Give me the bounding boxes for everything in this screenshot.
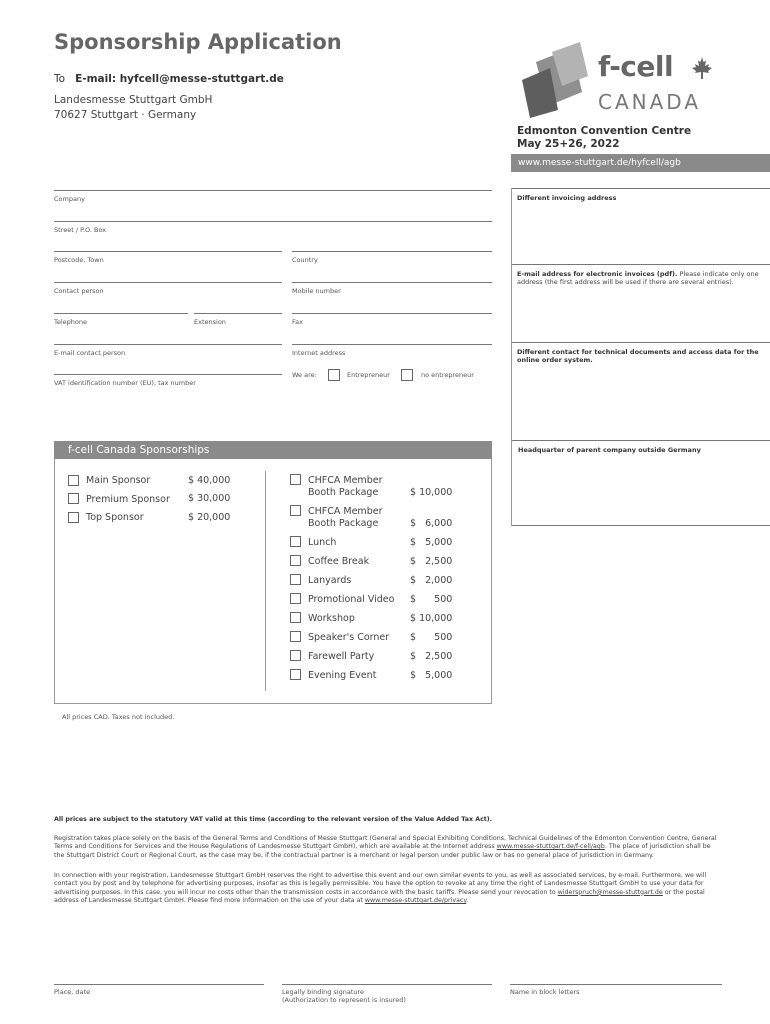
entrepreneur-label: Entrepreneur (347, 371, 390, 379)
signature-label: Legally binding signature (282, 988, 365, 996)
chfca-booth-10000-price: $ 10,000 (410, 487, 453, 498)
terms-paragraph: Registration takes place solely on the basis of the General Terms and Conditions of Messe Stuttgart (General and Special Exhibiting Conditions, Technical Guidelines of the Edmonton Convention Centre, General Terms and Conditions for Services and the House Regulations of Landesmesse Stuttgart GmbH), which are available at the Internet address www.messe-stuttgart.de/f-cell/agb. The place of jurisdiction shall be the Stuttgart District Court or Regional Court, as the case may be, if the contractual partner is a merchant or legal person under public law or has no general place of jurisdiction in Germany. (54, 835, 717, 859)
event-url[interactable]: www.messe-stuttgart.de/hyfcell/agb (511, 154, 770, 172)
lunch-price: $ 5,000 (410, 537, 453, 548)
privacy-paragraph: In connection with your registration, Landesmesse Stuttgart GmbH reserves the right to advertise this event and our own similar events to you, as well as associated services, by e-mail. Furthermore, we will contact you by post and by telephone for advertising purposes, insofar as this is legally permissible. You have the option to revoke at any time the right of Landesmesse Stuttgart GmbH to use your data for advertising purposes. In this case, you will incur no costs other than the transmission costs in accordance with the basic tariffs. Please send your revocation to widerspruch@messe-stuttgart.de or the postal address of Landesmesse Stuttgart GmbH. Please find more information on the use of your data at www.messe-stuttgart.de/privacy. (54, 872, 707, 904)
to-label: To (54, 73, 66, 85)
no-entrepreneur-label: no entrepreneur (421, 371, 474, 379)
sponsorships-heading: f-cell Canada Sponsorships (54, 441, 492, 459)
recipient-email[interactable]: E-mail: hyfcell@messe-stuttgart.de (75, 73, 284, 85)
einvoice-label-bold: E-mail address for electronic invoices (pdf). (517, 270, 678, 278)
workshop-checkbox[interactable] (290, 612, 301, 623)
event-info (517, 125, 691, 151)
speakers-corner-checkbox[interactable] (290, 631, 301, 642)
vat-note: All prices are subject to the statutory VAT valid at this time (according to the relevant version of the Value Added Tax Act). (54, 816, 493, 823)
coffee-break-price: $ 2,500 (410, 556, 453, 567)
f-cell-logo (518, 40, 718, 120)
top-sponsor-price: $ 20,000 (188, 512, 231, 523)
lunch-label: Lunch (308, 537, 337, 548)
farewell-party-checkbox[interactable] (290, 650, 301, 661)
einvoice-email-box[interactable] (511, 264, 770, 342)
maple-leaf-icon (690, 56, 714, 80)
we-are-label: We are: (292, 371, 317, 379)
postcode-field[interactable] (54, 251, 282, 264)
premium-sponsor-label: Premium Sponsor (86, 494, 170, 505)
farewell-party-price: $ 2,500 (410, 651, 453, 662)
address-line-1: Landesmesse Stuttgart GmbH (54, 94, 213, 106)
main-sponsor-label: Main Sponsor (86, 475, 151, 486)
country-label: Country (292, 256, 318, 264)
farewell-party-label: Farewell Party (308, 651, 375, 662)
top-sponsor-checkbox[interactable] (68, 512, 79, 523)
lanyards-label: Lanyards (308, 575, 352, 586)
top-sponsor-label: Top Sponsor (86, 512, 144, 523)
street-label: Street / P.O. Box (54, 226, 107, 234)
block-letters-label: Name in block letters (510, 988, 580, 996)
chfca-booth-10000-label: CHFCA Member Booth Package (308, 475, 383, 498)
recipient-line (54, 73, 284, 85)
country-field[interactable] (292, 251, 492, 264)
premium-sponsor-checkbox[interactable] (68, 493, 79, 504)
tech-contact-box[interactable] (511, 342, 770, 440)
chfca-booth-6000-price: $ 6,000 (410, 518, 453, 529)
vat-label: VAT identification number (EU), tax number (54, 379, 196, 387)
place-date-field[interactable] (54, 984, 264, 996)
event-dates: May 25+26, 2022 (517, 138, 620, 150)
mobile-label: Mobile number (292, 287, 341, 295)
email-contact-label: E-mail contact person (54, 349, 126, 357)
postcode-label: Postcode, Town (54, 256, 104, 264)
evening-event-label: Evening Event (308, 670, 377, 681)
fax-field[interactable] (292, 313, 492, 326)
revocation-email-link[interactable]: widerspruch@messe-stuttgart.de (557, 888, 663, 896)
lanyards-price: $ 2,000 (410, 575, 453, 586)
terms-link[interactable]: www.messe-stuttgart.de/f-cell/agb (496, 843, 605, 851)
extension-label: Extension (194, 318, 226, 326)
contact-person-field[interactable] (54, 282, 282, 295)
fax-label: Fax (292, 318, 303, 326)
vat-field[interactable] (54, 374, 282, 387)
place-date-label: Place, date (54, 988, 91, 996)
promotional-video-label: Promotional Video (308, 594, 395, 605)
telephone-field[interactable] (54, 313, 188, 326)
street-field[interactable] (54, 221, 492, 234)
chfca-booth-6000-label: CHFCA Member Booth Package (308, 506, 383, 529)
chfca-booth-6000-checkbox[interactable] (290, 505, 301, 516)
page-title: Sponsorship Application (54, 30, 342, 54)
signature-field[interactable] (282, 984, 492, 1004)
parent-company-box[interactable] (511, 440, 770, 526)
right-column-divider (511, 188, 512, 526)
entrepreneur-checkbox[interactable] (328, 369, 340, 381)
speakers-corner-label: Speaker's Corner (308, 632, 390, 643)
speakers-corner-price: $ 500 (410, 632, 453, 643)
invoicing-address-label: Different invoicing address (517, 194, 617, 202)
internet-field[interactable] (292, 344, 492, 357)
mobile-field[interactable] (292, 282, 492, 295)
extension-field[interactable] (194, 313, 282, 326)
logo-text-canada: CANADA (598, 90, 702, 114)
premium-sponsor-price: $ 30,000 (188, 493, 231, 504)
address-line-2: 70627 Stuttgart · Germany (54, 109, 197, 121)
evening-event-checkbox[interactable] (290, 669, 301, 680)
company-label: Company (54, 195, 85, 203)
logo-text-fcell: f-cell (598, 50, 674, 83)
promotional-video-price: $ 500 (410, 594, 453, 605)
email-contact-field[interactable] (54, 344, 282, 357)
coffee-break-label: Coffee Break (308, 556, 370, 567)
tech-contact-label: Different contact for technical documents and access data for the online order system. (517, 348, 759, 364)
invoicing-address-box[interactable] (511, 188, 770, 264)
main-sponsor-checkbox[interactable] (68, 475, 79, 486)
coffee-break-checkbox[interactable] (290, 555, 301, 566)
main-sponsor-price: $ 40,000 (188, 475, 231, 486)
evening-event-price: $ 5,000 (410, 670, 453, 681)
workshop-price: $ 10,000 (410, 613, 453, 624)
signature-sublabel: (Authorization to represent is insured) (282, 996, 406, 1004)
contact-person-label: Contact person (54, 287, 104, 295)
price-note: All prices CAD. Taxes not included. (62, 713, 175, 721)
privacy-link[interactable]: www.messe-stuttgart.de/privacy (364, 896, 467, 904)
internet-label: Internet address (292, 349, 346, 357)
einvoice-label-rest: Please indicate only one address (the first address will be used if there are several entries). (517, 270, 759, 286)
lanyards-checkbox[interactable] (290, 574, 301, 585)
workshop-label: Workshop (308, 613, 355, 624)
block-letters-field[interactable] (510, 984, 722, 996)
company-field[interactable] (54, 190, 492, 203)
event-venue: Edmonton Convention Centre (517, 125, 692, 137)
chfca-booth-10000-checkbox[interactable] (290, 474, 301, 485)
parent-company-label: Headquarter of parent company outside Germany (518, 446, 701, 454)
telephone-label: Telephone (54, 318, 88, 326)
no-entrepreneur-checkbox[interactable] (401, 369, 413, 381)
sponsorships-divider (265, 471, 266, 691)
promotional-video-checkbox[interactable] (290, 593, 301, 604)
lunch-checkbox[interactable] (290, 536, 301, 547)
